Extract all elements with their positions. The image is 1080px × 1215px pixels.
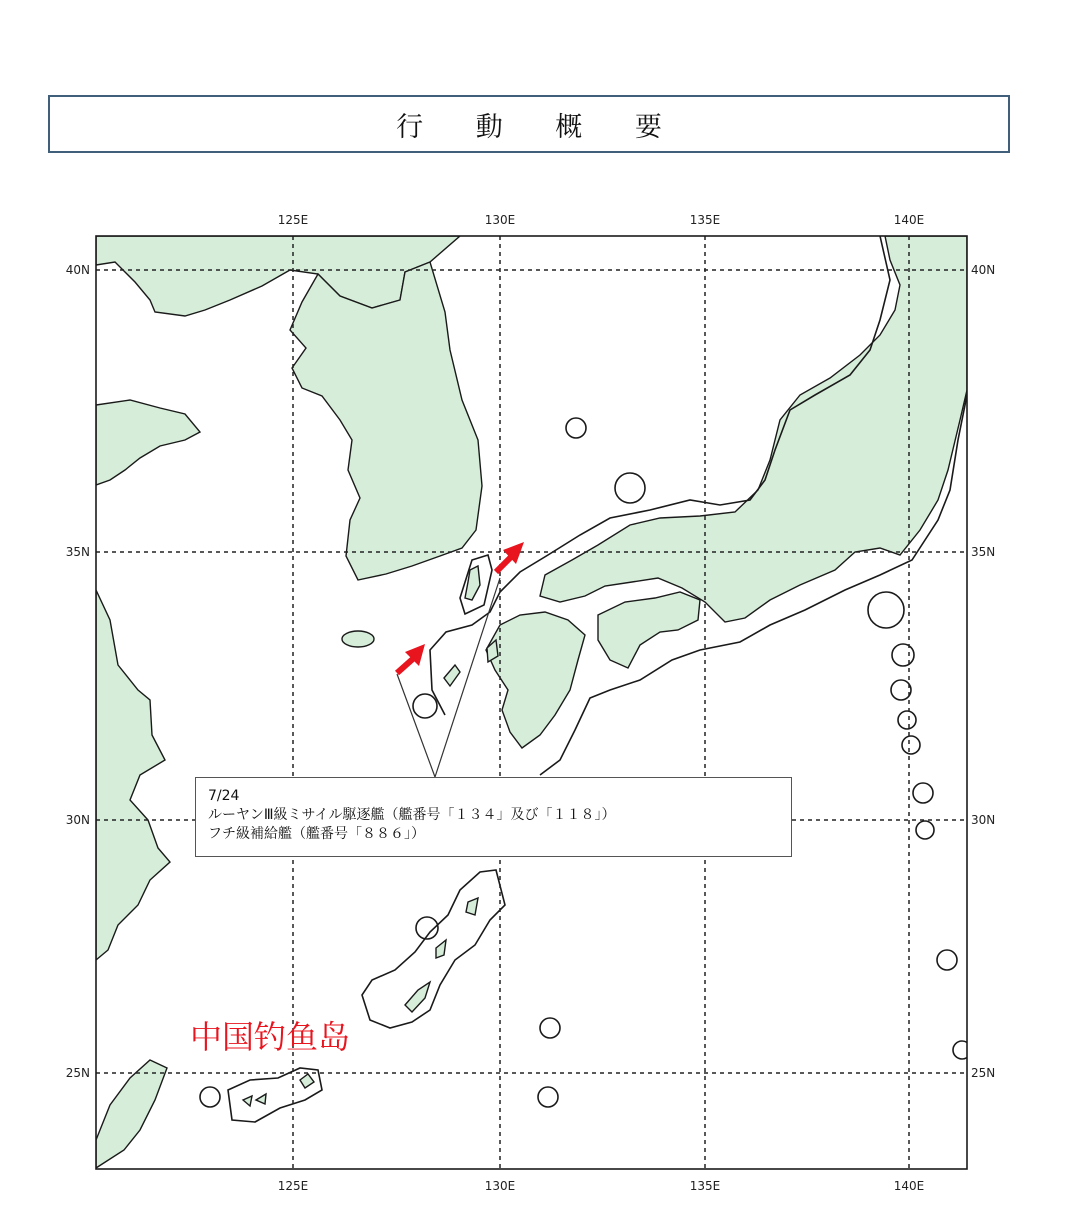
- lat-label-left-25: 25N: [65, 1066, 90, 1080]
- lon-label-top-135: 135E: [689, 213, 721, 227]
- lat-label-right-30: 30N: [971, 813, 996, 827]
- callout-date: 7/24: [208, 788, 240, 804]
- lon-label-bottom-135: 135E: [689, 1179, 721, 1193]
- lon-label-bottom-125: 125E: [277, 1179, 309, 1193]
- lon-label-top-130: 130E: [484, 213, 516, 227]
- lon-label-top-125: 125E: [277, 213, 309, 227]
- land-jeju: [342, 631, 374, 647]
- lon-label-bottom-140: 140E: [893, 1179, 925, 1193]
- lat-label-left-35: 35N: [65, 545, 90, 559]
- island-annotation: 中国钓鱼岛: [190, 1018, 351, 1056]
- lat-label-right-40: 40N: [971, 263, 996, 277]
- callout-line-destroyers: ルーヤンⅢ級ミサイル駆逐艦（艦番号「１３４」及び「１１８」）: [208, 807, 616, 823]
- lat-label-left-30: 30N: [65, 813, 90, 827]
- lon-label-bottom-130: 130E: [484, 1179, 516, 1193]
- lat-label-right-25: 25N: [971, 1066, 996, 1080]
- lat-label-right-35: 35N: [971, 545, 996, 559]
- callout-box: [195, 777, 792, 857]
- callout-line-supply-ship: フチ級補給艦（艦番号「８８６」）: [208, 826, 425, 842]
- page-title: 行 動 概 要: [396, 111, 684, 143]
- lon-label-top-140: 140E: [893, 213, 925, 227]
- lat-label-left-40: 40N: [65, 263, 90, 277]
